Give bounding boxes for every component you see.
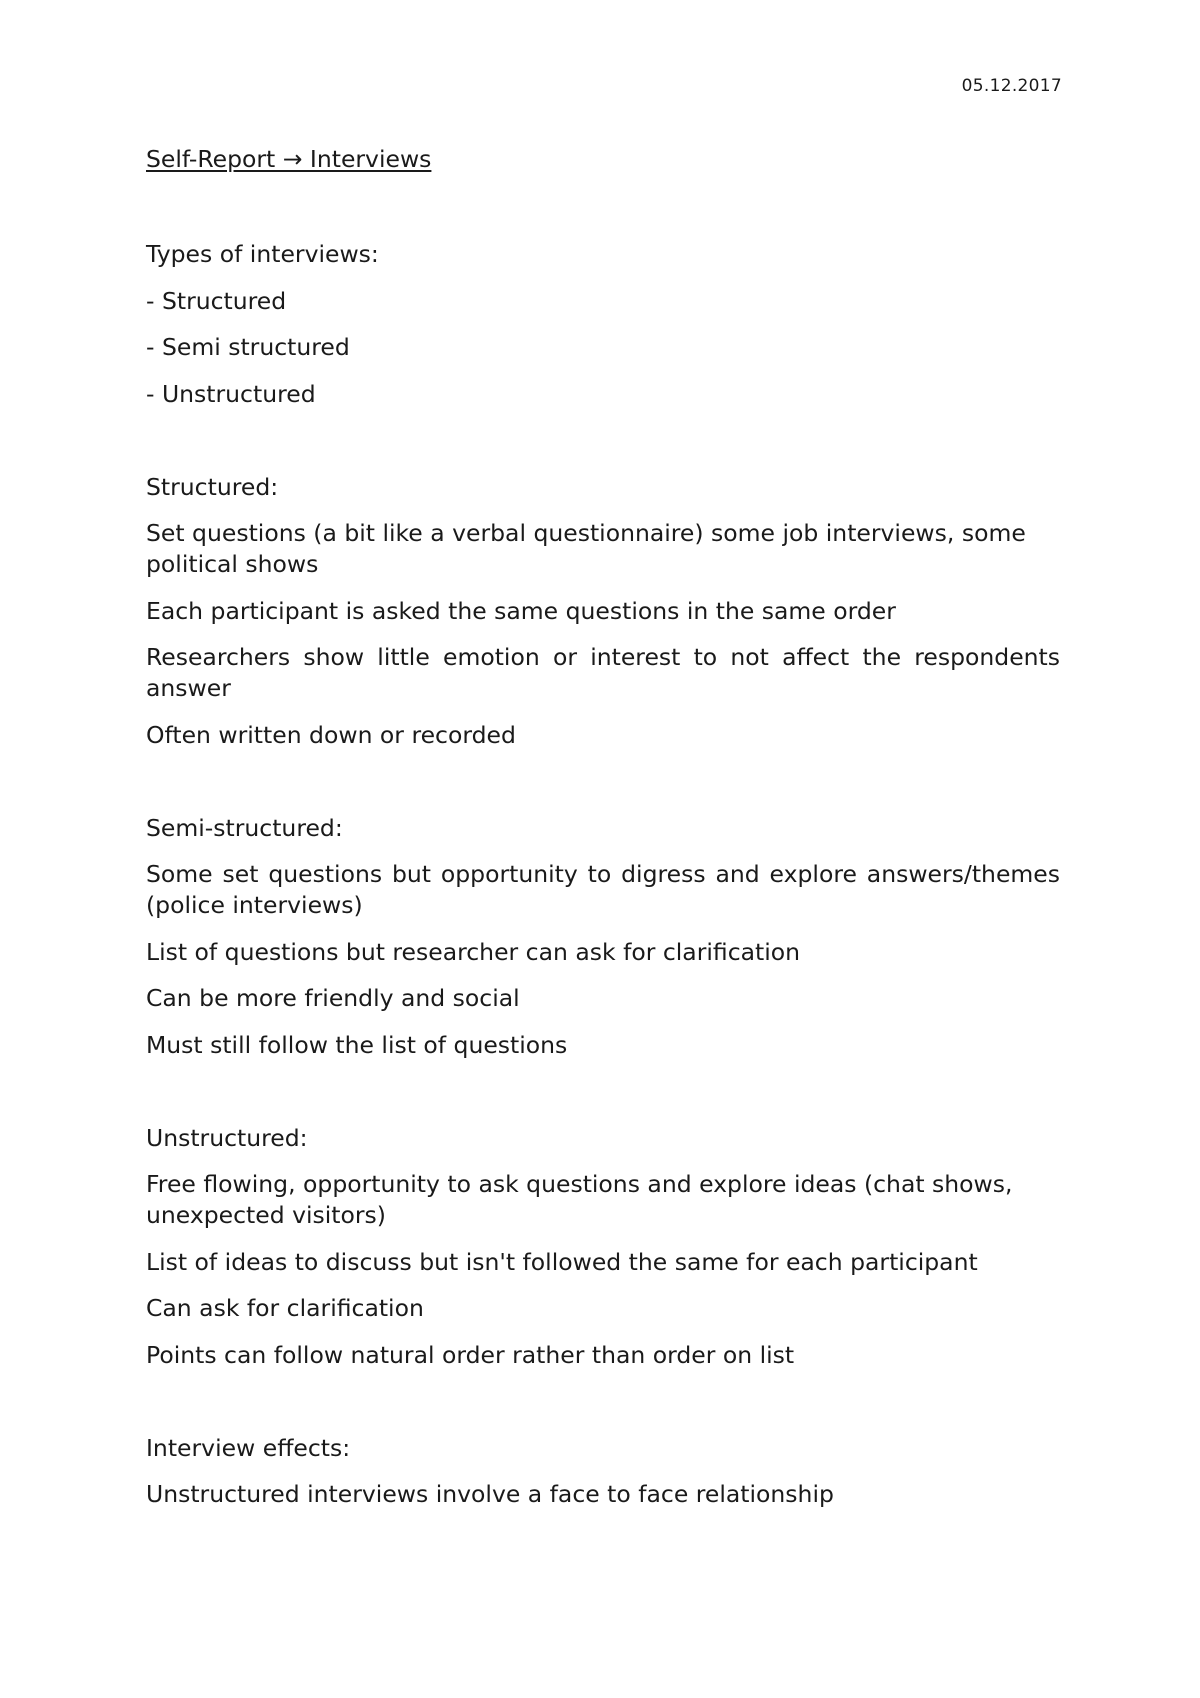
- list-item: - Structured: [146, 286, 287, 315]
- section-interview-effects: [146, 1433, 1060, 1511]
- paragraph: Points can follow natural order rather than order on list: [146, 1340, 795, 1369]
- document-body: [146, 144, 1060, 1526]
- section-heading: Semi-structured:: [146, 813, 343, 842]
- document-date: 05.12.2017: [961, 76, 1062, 96]
- paragraph: Each participant is asked the same questions in the same order: [146, 596, 896, 625]
- paragraph: Unstructured interviews involve a face to face relationship: [146, 1480, 834, 1508]
- section-unstructured: [146, 1123, 1060, 1371]
- paragraph: Must still follow the list of questions: [146, 1030, 568, 1059]
- section-structured: [146, 472, 1060, 751]
- section-heading: Types of interviews:: [146, 240, 379, 268]
- section-types: [146, 239, 1060, 410]
- list-item: - Unstructured: [146, 379, 316, 408]
- paragraph: Often written down or recorded: [146, 720, 516, 749]
- paragraph: Set questions (a bit like a verbal questionnaire) some job interviews, some political shows: [146, 519, 1026, 578]
- list-item: - Semi structured: [146, 333, 350, 361]
- paragraph: Can be more friendly and social: [146, 984, 520, 1012]
- paragraph: Researchers show little emotion or interest to not affect the respondents answer: [146, 643, 1060, 702]
- section-semi-structured: [146, 813, 1060, 1061]
- paragraph: List of questions but researcher can ask for clarification: [146, 937, 801, 966]
- paragraph: Some set questions but opportunity to digress and explore answers/themes (police interviews): [146, 860, 1060, 919]
- paragraph: Free flowing, opportunity to ask questions and explore ideas (chat shows, unexpected visitors): [146, 1170, 1013, 1229]
- section-heading: Structured:: [146, 472, 279, 501]
- section-heading: Interview effects:: [146, 1433, 351, 1462]
- document-title: Self-Report → Interviews: [146, 145, 432, 173]
- section-heading: Unstructured:: [146, 1123, 308, 1152]
- paragraph: Can ask for clarification: [146, 1294, 424, 1322]
- paragraph: List of ideas to discuss but isn't followed the same for each participant: [146, 1247, 978, 1276]
